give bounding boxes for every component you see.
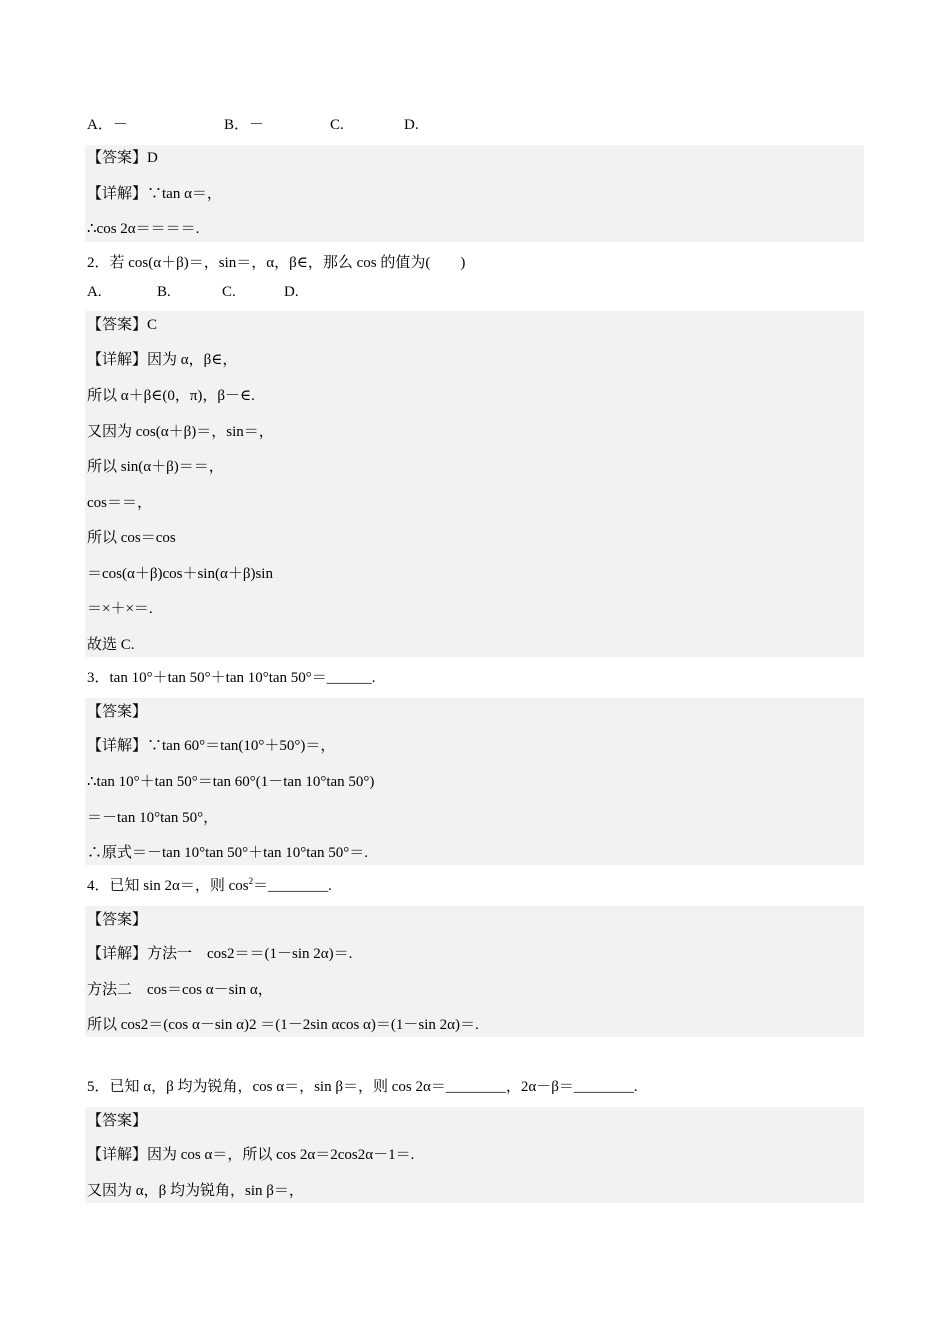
q2-detail-line: 所以 sin(α＋β)＝＝， — [87, 459, 224, 475]
q1-answer: 【答案】D — [87, 150, 158, 166]
q2-detail-line: 故选 C. — [87, 637, 135, 653]
q4-question-exponent: 2 — [248, 876, 254, 886]
q4-question-blank: ＝________. — [253, 878, 332, 894]
q4-question — [87, 876, 332, 896]
q4-answer: 【答案】 — [87, 912, 148, 928]
q2-option-b: B. — [157, 284, 171, 300]
q2-detail-line: 所以 cos＝cos — [87, 530, 176, 546]
q1-option-a: A．－ — [87, 117, 128, 133]
q3-detail-line: ∴tan 10°＋tan 50°＝tan 60°(1－tan 10°tan 50°) — [87, 774, 375, 790]
q2-option-c: C. — [222, 284, 236, 300]
q1-option-c: C. — [330, 117, 344, 133]
q3-detail-line: 【详解】∵tan 60°＝tan(10°＋50°)＝， — [87, 738, 336, 754]
q5-question: 5．已知 α，β 均为锐角，cos α＝，sin β＝，则 cos 2α＝________，2α－β＝________. — [87, 1079, 638, 1095]
q2-detail-line: 所以 α＋β∈(0，π)，β－∈. — [87, 388, 255, 404]
q5-detail-line: 【详解】因为 cos α＝，所以 cos 2α＝2cos2α－1＝. — [87, 1147, 415, 1163]
q1-detail-line: 【详解】∵tan α＝， — [87, 186, 222, 202]
q2-detail-line: ＝×＋×＝. — [87, 601, 153, 617]
q5-answer: 【答案】 — [87, 1113, 148, 1129]
q2-detail-line: 【详解】因为 α，β∈， — [87, 352, 238, 368]
q4-question-text: 4．已知 sin 2α＝，则 cos — [87, 878, 249, 894]
q4-detail-line: 【详解】方法一 cos2＝＝(1－sin 2α)＝. — [87, 946, 353, 962]
q2-option-a: A. — [87, 284, 102, 300]
q2-question: 2．若 cos(α＋β)＝，sin＝，α，β∈，那么 cos 的值为( ) — [87, 255, 466, 271]
q3-answer: 【答案】 — [87, 704, 148, 720]
q3-detail-line: ＝－tan 10°tan 50°， — [87, 810, 219, 826]
q4-detail-line: 所以 cos2＝(cos α－sin α)2 ＝(1－2sin αcos α)＝(1－sin 2α)＝. — [87, 1017, 479, 1033]
q2-detail-line: 又因为 cos(α＋β)＝，sin＝， — [87, 424, 274, 440]
q3-question: 3．tan 10°＋tan 50°＋tan 10°tan 50°＝______. — [87, 670, 376, 686]
q2-detail-line: ＝cos(α＋β)cos＋sin(α＋β)sin — [87, 566, 273, 582]
q2-detail-line: cos＝＝， — [87, 495, 152, 511]
q1-detail-line: ∴cos 2α＝＝＝＝. — [87, 221, 200, 237]
q4-detail-line: 方法二 cos＝cos α－sin α， — [87, 982, 273, 998]
q2-answer: 【答案】C — [87, 317, 158, 333]
q2-option-d: D. — [284, 284, 299, 300]
q3-detail-line: ∴原式＝－tan 10°tan 50°＋tan 10°tan 50°＝. — [87, 845, 369, 861]
q1-option-d: D. — [404, 117, 419, 133]
q1-option-b: B．－ — [224, 117, 265, 133]
q5-detail-line: 又因为 α，β 均为锐角，sin β＝， — [87, 1183, 304, 1199]
